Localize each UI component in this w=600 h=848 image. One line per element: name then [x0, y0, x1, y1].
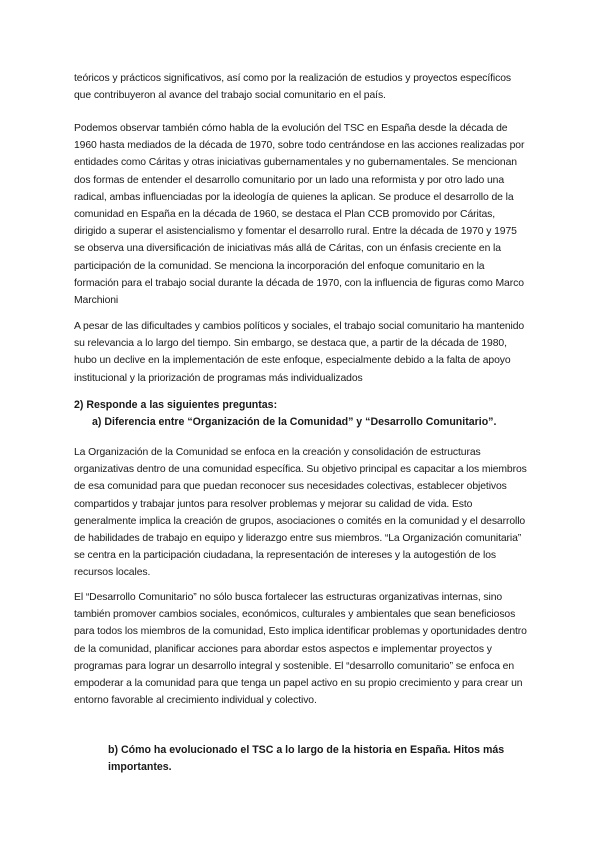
question-2a-heading: a) Diferencia entre “Organización de la Comunidad” y “Desarrollo Comunitario”.	[92, 416, 497, 428]
paragraph-decline: A pesar de las dificultades y cambios políticos y sociales, el trabajo social comunitario ha mantenido su relevancia a lo largo del tiempo. Sin embargo, se destaca que, a partir de la década de 1980, hubo un declive en la implementación de este enfoque, especialmente debido a la falta de apoyo institucional y la priorización de programas más individualizados	[74, 321, 525, 384]
question-2-heading: 2) Responde a las siguientes preguntas:	[74, 399, 278, 411]
paragraph-tsc-evolution: Podemos observar también cómo habla de la evolución del TSC en España desde la década de 1960 hasta mediados de la década de 1970, sobre todo centrándose en las acciones realizadas por entidades como Cáritas y otras iniciativas gubernamentales y no gubernamentales. Se mencionan dos formas de entender el desarrollo comunitario por un lado una reformista y por otro lado una radical, ambas influenciadas por la ideología de quienes la aplican. Se produce el desarrollo de la comunidad en España en la década de 1960, se destaca el Plan CCB promovido por Cáritas, dirigido a superar el asistencialismo y fomentar el desarrollo rural. Entre la década de 1970 y 1975 se observa una diversificación de iniciativas más allá de Cáritas, con un énfasis creciente en la participación de la comunidad. Se menciona la incorporación del enfoque comunitario en la formación para el trabajo social durante la década de 1970, con la influencia de figuras como Marco Marchioni	[74, 123, 525, 307]
paragraph-desarrollo: El “Desarrollo Comunitario” no sólo busca fortalecer las estructuras organizativas internas, sino también promover cambios sociales, económicos, culturales y ambientales que sean beneficiosos para todos los miembros de la comunidad, Esto implica identificar problemas y oportunidades dentro de la comunidad, planificar acciones para abordar estos aspectos e implementar proyectos y programas para lograr un desarrollo integral y sostenible. El “desarrollo comunitario” se enfoca en empoderar a la comunidad para que tenga un papel activo en su propio crecimiento y para crear un entorno favorable al crecimiento individual y colectivo.	[74, 592, 527, 707]
paragraph-intro: teóricos y prácticos significativos, así como por la realización de estudios y proyectos específicos que contribuyeron al avance del trabajo social comunitario en el país.	[74, 73, 512, 102]
paragraph-organizacion: La Organización de la Comunidad se enfoca en la creación y consolidación de estructuras organizativas dentro de una comunidad específica. Su objetivo principal es capacitar a los miembros de esa comunidad para que puedan reconocer sus necesidades colectivas, establecer objetivos compartidos y trabajar juntos para resolver problemas y mejorar su calidad de vida. Esto generalmente implica la creación de grupos, asociaciones o comités en la comunidad y el desarrollo de habilidades de trabajo en equipo y liderazgo entre sus miembros. “La Organización comunitaria” se centra en la participación ciudadana, la representación de intereses y la autogestión de los recursos locales.	[74, 447, 527, 579]
question-2b-heading: b) Cómo ha evolucionado el TSC a lo largo de la historia en España. Hitos más importantes.	[108, 744, 505, 773]
